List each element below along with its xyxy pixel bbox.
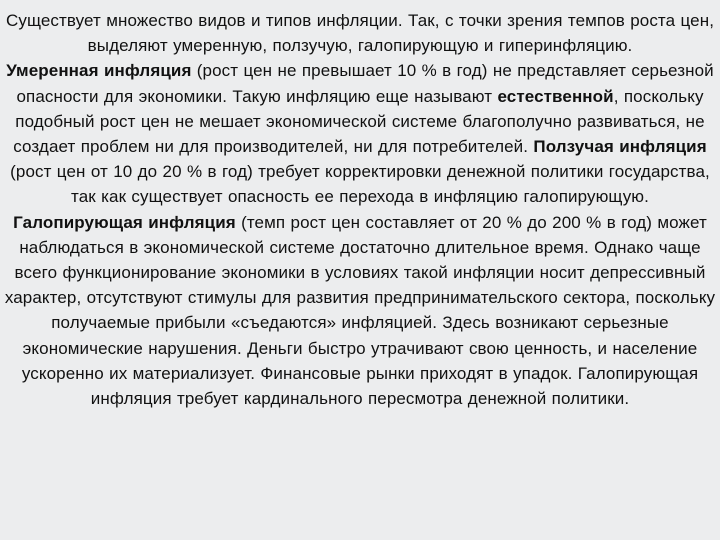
intro-paragraph bbox=[4, 8, 716, 58]
moderate-inflation-term: Умеренная инфляция bbox=[6, 61, 192, 81]
creeping-inflation-term: Ползучая инфляция bbox=[533, 137, 707, 157]
galloping-inflation-term: Галопирующая инфляция bbox=[13, 212, 236, 232]
intro-text: Существует множество видов и типов инфляции. Так, с точки зрения темпов роста цен, выделяют умеренную, ползучую, галопирующую и гиперинфляцию. bbox=[5, 11, 715, 56]
moderate-inflation-text-1: (рост цен не превышает 10 % в год) не представляет серьезной опасности для экономики. Такую инфляцию еще называют bbox=[16, 61, 714, 106]
inflation-types-paragraph bbox=[4, 58, 716, 411]
natural-inflation-term: естественной bbox=[497, 86, 614, 106]
moderate-inflation-text-2: , поскольку подобный рост цен не мешает экономической системе благополучно развиваться, не создает проблем ни для производителей, ни для потребителей. bbox=[13, 86, 705, 157]
creeping-inflation-text: (рост цен от 10 до 20 % в год) требует корректировки денежной политики государства, так как существует опасность ее перехода в инфляцию галопирующую. bbox=[10, 162, 710, 207]
galloping-inflation-text: (темп рост цен составляет от 20 % до 200 % в год) может наблюдаться в экономической системе достаточно длительное время. Однако чаще всего функционирование экономики в условиях такой инфляции носит депрессивный характер, отсутствуют стимулы для развития предпринимательского сектора, поскольку получаемые прибыли «съедаются» инфляцией. Здесь возникают серьезные экономические нарушения. Деньги быстро утрачивают свою ценность, и население ускоренно их материализует. Финансовые рынки приходят в упадок. Галопирующая инфляция требует кардинального пересмотра денежной политики. bbox=[4, 212, 716, 409]
inflation-text-block bbox=[4, 8, 716, 411]
